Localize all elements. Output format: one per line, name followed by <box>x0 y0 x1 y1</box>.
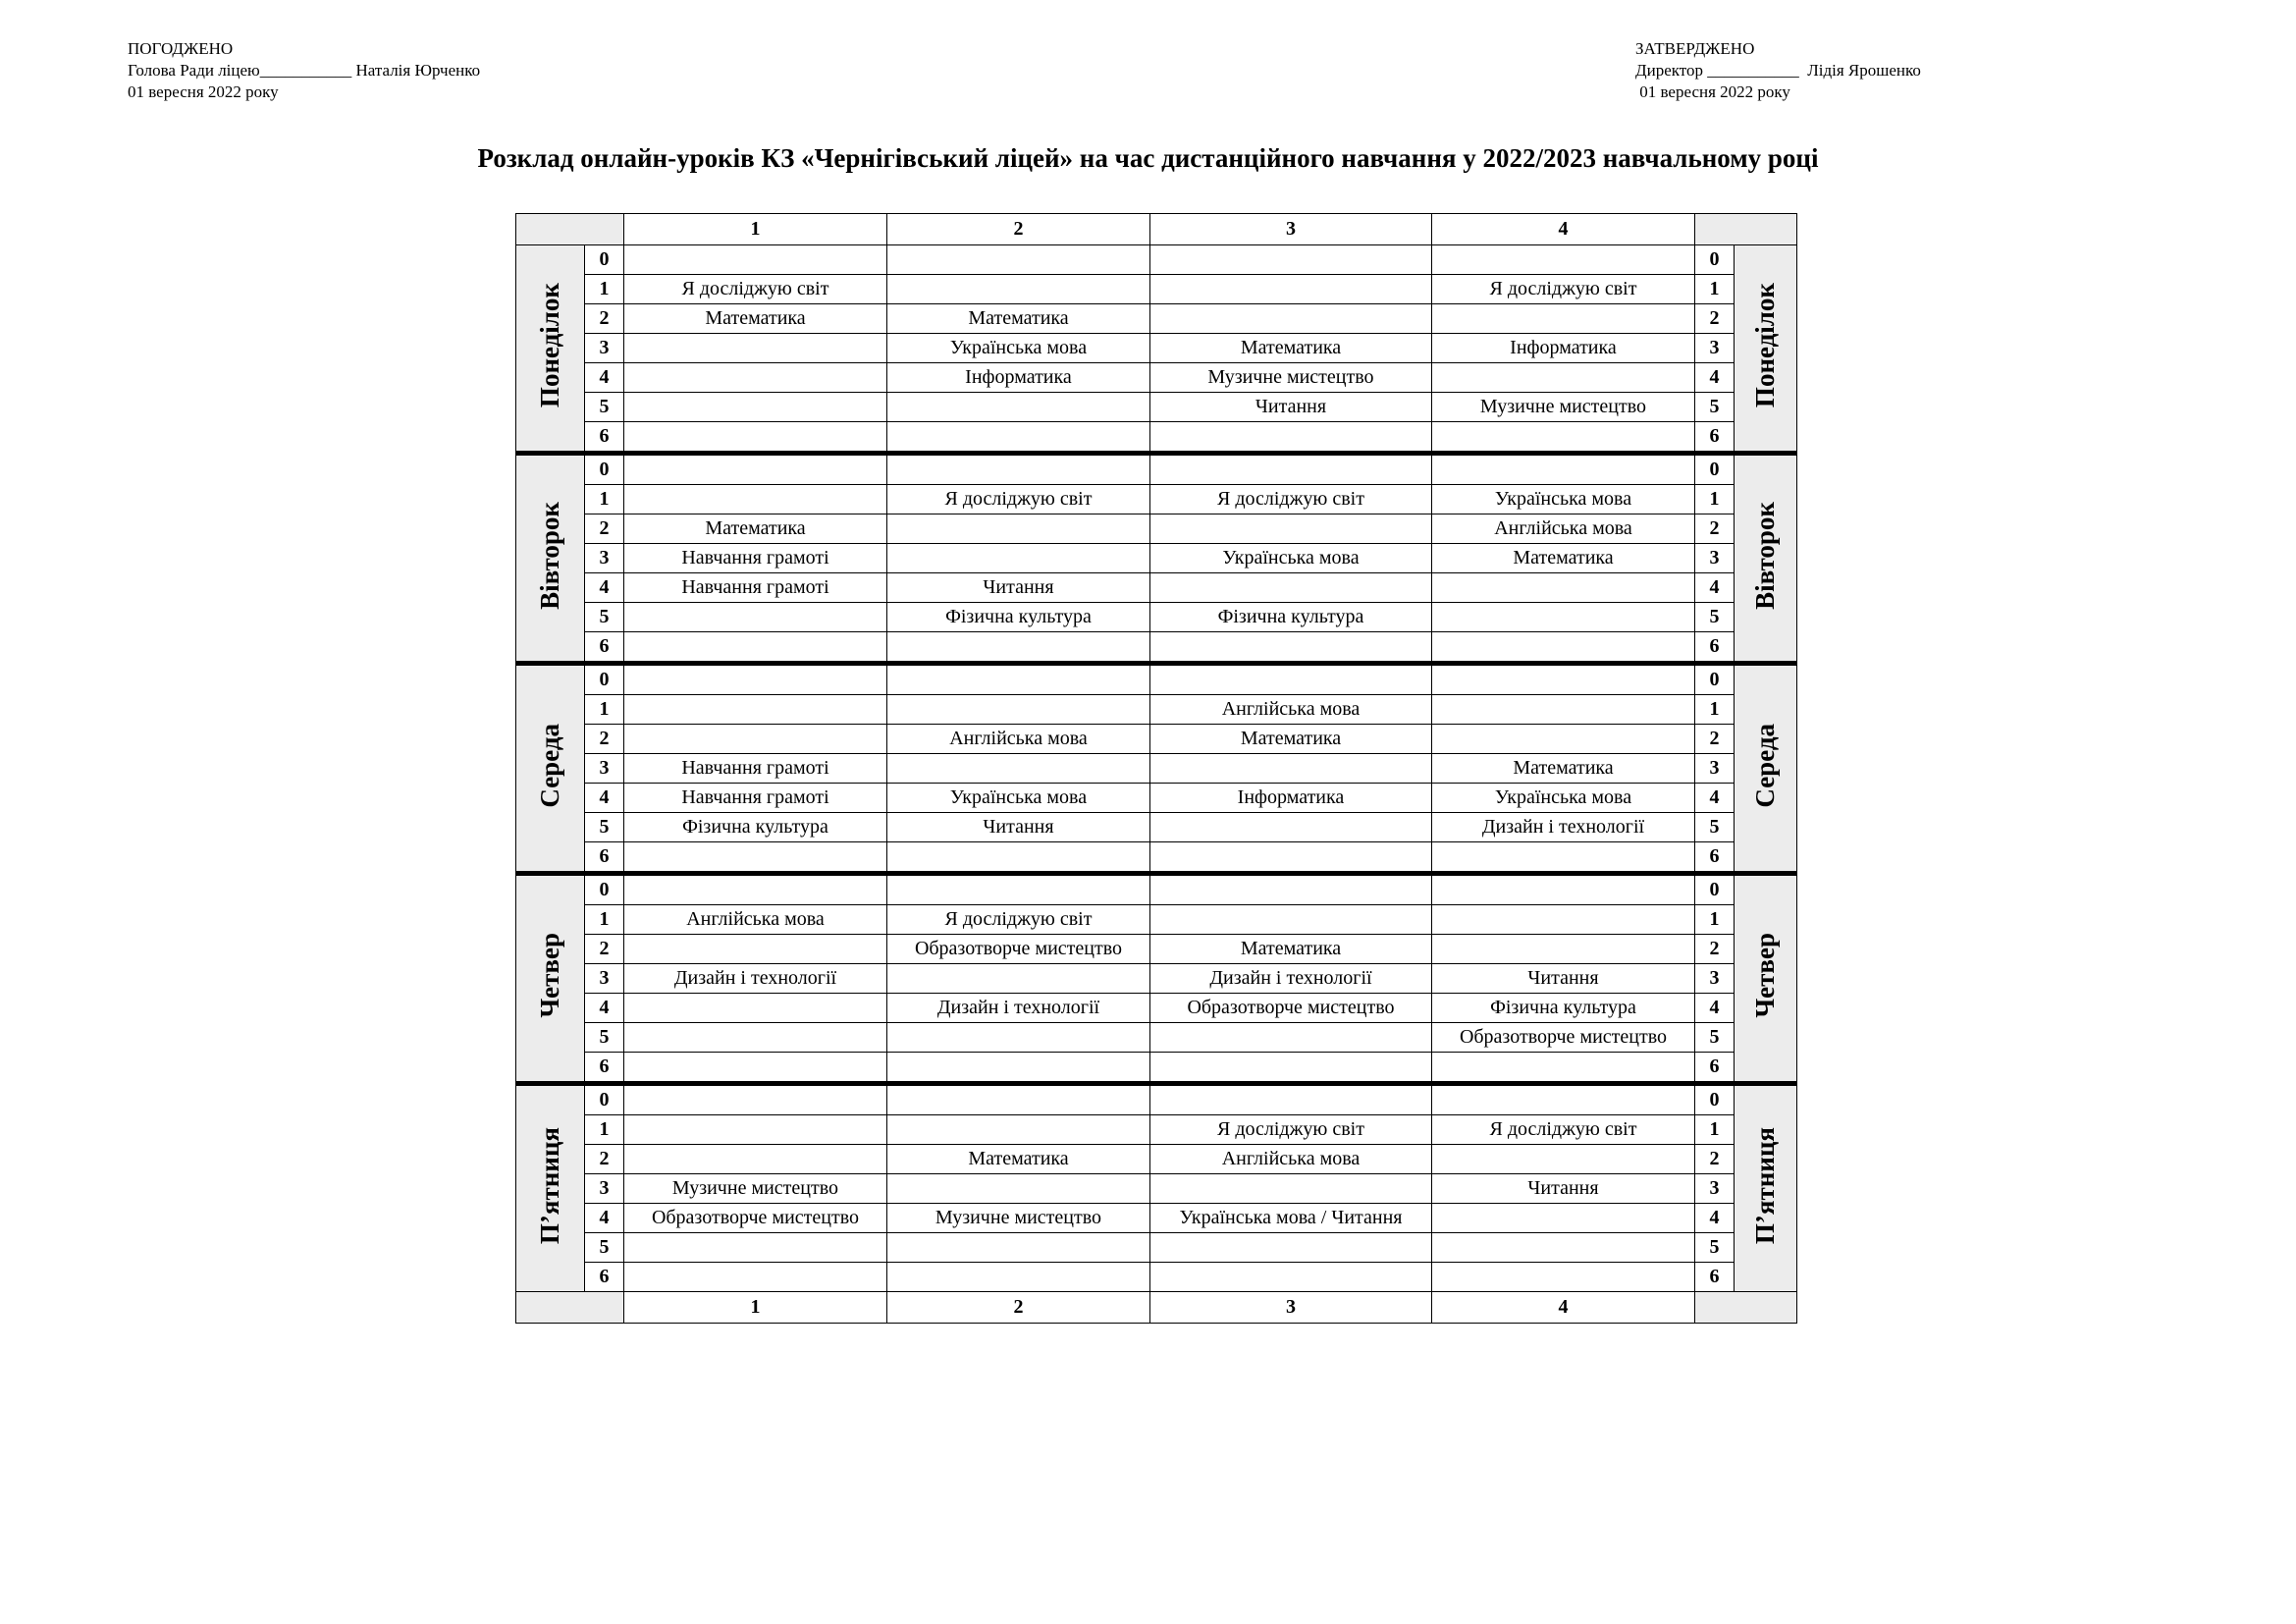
lesson-cell <box>1432 1084 1695 1115</box>
lesson-number: 4 <box>1695 994 1735 1023</box>
lesson-cell <box>624 842 887 874</box>
lesson-cell <box>1150 514 1432 544</box>
day-label-right <box>1735 664 1797 874</box>
lesson-cell <box>1150 842 1432 874</box>
lesson-cell: Образотворче мистецтво <box>624 1204 887 1233</box>
column-header: 1 <box>624 1292 887 1324</box>
lesson-number: 6 <box>1695 842 1735 874</box>
lesson-cell: Музичне мистецтво <box>1432 393 1695 422</box>
day-name: Четвер <box>535 933 564 1018</box>
lesson-number: 6 <box>1695 1053 1735 1084</box>
lesson-cell: Образотворче мистецтво <box>1432 1023 1695 1053</box>
lesson-number: 4 <box>1695 784 1735 813</box>
lesson-cell: Я досліджую світ <box>887 485 1150 514</box>
lesson-cell <box>887 1263 1150 1292</box>
lesson-number: 2 <box>1695 304 1735 334</box>
lesson-number: 3 <box>585 334 624 363</box>
lesson-cell <box>887 1174 1150 1204</box>
lesson-cell <box>887 632 1150 664</box>
schedule-row <box>516 1084 1797 1115</box>
lesson-cell <box>624 994 887 1023</box>
lesson-number: 3 <box>1695 754 1735 784</box>
lesson-cell <box>624 874 887 905</box>
lesson-number: 1 <box>585 485 624 514</box>
lesson-cell <box>1432 874 1695 905</box>
lesson-cell <box>1432 422 1695 454</box>
schedule-row <box>516 334 1797 363</box>
lesson-cell: Українська мова <box>1432 485 1695 514</box>
schedule-row <box>516 245 1797 275</box>
schedule-row <box>516 544 1797 573</box>
lesson-cell: Українська мова <box>887 784 1150 813</box>
day-name: Вівторок <box>535 501 564 610</box>
lesson-number: 0 <box>585 454 624 485</box>
lesson-cell <box>1150 874 1432 905</box>
lesson-cell <box>1432 842 1695 874</box>
schedule-row <box>516 632 1797 664</box>
lesson-number: 1 <box>1695 485 1735 514</box>
lesson-number: 5 <box>585 393 624 422</box>
lesson-cell <box>1150 573 1432 603</box>
lesson-number: 1 <box>1695 905 1735 935</box>
lesson-cell <box>1432 632 1695 664</box>
column-header: 3 <box>1150 214 1432 245</box>
schedule-row <box>516 1174 1797 1204</box>
lesson-number: 0 <box>1695 454 1735 485</box>
schedule-row <box>516 275 1797 304</box>
lesson-cell <box>1432 1204 1695 1233</box>
lesson-number: 5 <box>585 1023 624 1053</box>
schedule-row <box>516 1233 1797 1263</box>
lesson-cell: Фізична культура <box>887 603 1150 632</box>
lesson-number: 6 <box>1695 422 1735 454</box>
lesson-cell <box>887 1023 1150 1053</box>
lesson-number: 4 <box>1695 363 1735 393</box>
day-name: Вівторок <box>1750 501 1780 610</box>
schedule-row <box>516 304 1797 334</box>
schedule-row <box>516 935 1797 964</box>
lesson-cell: Музичне мистецтво <box>624 1174 887 1204</box>
day-label-left <box>516 1084 585 1292</box>
lesson-cell <box>1150 454 1432 485</box>
lesson-cell <box>624 1115 887 1145</box>
lesson-cell: Навчання грамоті <box>624 784 887 813</box>
lesson-cell: Математика <box>1432 544 1695 573</box>
lesson-number: 3 <box>585 1174 624 1204</box>
day-label-left <box>516 245 585 454</box>
lesson-cell <box>1150 1174 1432 1204</box>
schedule-row <box>516 725 1797 754</box>
lesson-cell <box>1432 1233 1695 1263</box>
schedule-row <box>516 1204 1797 1233</box>
lesson-cell: Читання <box>1432 964 1695 994</box>
lesson-cell: Я досліджую світ <box>1150 1115 1432 1145</box>
schedule-row <box>516 784 1797 813</box>
approval-label: ЗАТВЕРДЖЕНО <box>1635 39 1755 58</box>
lesson-number: 1 <box>585 695 624 725</box>
lesson-cell: Математика <box>1150 334 1432 363</box>
lesson-cell <box>887 874 1150 905</box>
lesson-number: 2 <box>585 514 624 544</box>
lesson-number: 5 <box>1695 813 1735 842</box>
schedule-row <box>516 994 1797 1023</box>
lesson-number: 4 <box>585 573 624 603</box>
lesson-cell <box>624 695 887 725</box>
lesson-number: 2 <box>585 725 624 754</box>
schedule-row <box>516 1053 1797 1084</box>
lesson-cell: Читання <box>1150 393 1432 422</box>
lesson-number: 2 <box>1695 514 1735 544</box>
lesson-cell <box>624 935 887 964</box>
lesson-number: 0 <box>1695 1084 1735 1115</box>
lesson-cell <box>887 664 1150 695</box>
lesson-cell <box>887 1053 1150 1084</box>
lesson-number: 0 <box>585 664 624 695</box>
approval-label: ПОГОДЖЕНО <box>128 39 234 58</box>
column-header: 3 <box>1150 1292 1432 1324</box>
lesson-number: 1 <box>585 275 624 304</box>
lesson-cell: Інформатика <box>1150 784 1432 813</box>
lesson-cell <box>1432 1263 1695 1292</box>
lesson-number: 5 <box>1695 1023 1735 1053</box>
day-label-right <box>1735 874 1797 1084</box>
column-header: 4 <box>1432 1292 1695 1324</box>
schedule-row <box>516 393 1797 422</box>
lesson-cell: Дизайн і технології <box>1432 813 1695 842</box>
lesson-cell <box>624 334 887 363</box>
lesson-cell <box>1432 363 1695 393</box>
lesson-cell: Українська мова / Читання <box>1150 1204 1432 1233</box>
lesson-cell: Українська мова <box>1150 544 1432 573</box>
lesson-cell: Фізична культура <box>1432 994 1695 1023</box>
lesson-number: 3 <box>1695 964 1735 994</box>
schedule-row <box>516 1263 1797 1292</box>
day-label-right <box>1735 1084 1797 1292</box>
lesson-cell <box>624 632 887 664</box>
header-row-top <box>516 214 1797 245</box>
lesson-cell: Математика <box>1432 754 1695 784</box>
lesson-cell: Дизайн і технології <box>887 994 1150 1023</box>
corner-cell <box>1695 214 1797 245</box>
lesson-cell <box>887 964 1150 994</box>
lesson-cell <box>624 603 887 632</box>
schedule-row <box>516 695 1797 725</box>
approval-date: 01 вересня 2022 року <box>1635 82 1790 101</box>
lesson-cell <box>624 1023 887 1053</box>
lesson-cell: Образотворче мистецтво <box>887 935 1150 964</box>
lesson-number: 4 <box>585 994 624 1023</box>
lesson-number: 2 <box>1695 725 1735 754</box>
day-name: Четвер <box>1750 933 1780 1018</box>
lesson-cell: Читання <box>887 573 1150 603</box>
lesson-cell <box>1432 1145 1695 1174</box>
lesson-cell <box>1150 664 1432 695</box>
schedule-row <box>516 813 1797 842</box>
lesson-number: 0 <box>585 245 624 275</box>
lesson-cell: Образотворче мистецтво <box>1150 994 1432 1023</box>
lesson-number: 4 <box>1695 1204 1735 1233</box>
day-label-left <box>516 454 585 664</box>
corner-cell <box>1695 1292 1797 1324</box>
lesson-cell <box>1432 905 1695 935</box>
approval-block-right <box>1635 38 1921 103</box>
day-label-right <box>1735 454 1797 664</box>
schedule-row <box>516 754 1797 784</box>
lesson-cell: Математика <box>624 514 887 544</box>
lesson-cell <box>624 454 887 485</box>
lesson-cell <box>1150 813 1432 842</box>
schedule-row <box>516 1023 1797 1053</box>
schedule-table <box>515 213 1797 1324</box>
lesson-number: 6 <box>1695 1263 1735 1292</box>
lesson-cell: Англійська мова <box>624 905 887 935</box>
lesson-cell <box>624 1233 887 1263</box>
lesson-cell: Українська мова <box>1432 784 1695 813</box>
approval-signatory: Голова Ради ліцею___________ Наталія Юрченко <box>128 61 481 80</box>
lesson-cell <box>887 544 1150 573</box>
lesson-cell: Навчання грамоті <box>624 544 887 573</box>
lesson-cell <box>624 245 887 275</box>
lesson-cell <box>1432 935 1695 964</box>
lesson-number: 6 <box>585 422 624 454</box>
lesson-cell <box>887 245 1150 275</box>
lesson-cell <box>624 1263 887 1292</box>
lesson-cell: Математика <box>624 304 887 334</box>
day-name: Понеділок <box>535 282 564 408</box>
day-label-left <box>516 874 585 1084</box>
lesson-cell <box>624 1053 887 1084</box>
lesson-number: 5 <box>1695 393 1735 422</box>
lesson-cell <box>1150 905 1432 935</box>
lesson-cell <box>624 393 887 422</box>
lesson-cell <box>624 725 887 754</box>
lesson-cell: Я досліджую світ <box>887 905 1150 935</box>
schedule-row <box>516 664 1797 695</box>
day-label-right <box>1735 245 1797 454</box>
column-header: 2 <box>887 214 1150 245</box>
lesson-cell: Я досліджую світ <box>1150 485 1432 514</box>
lesson-number: 5 <box>1695 1233 1735 1263</box>
day-label-left <box>516 664 585 874</box>
lesson-cell: Я досліджую світ <box>624 275 887 304</box>
lesson-cell: Фізична культура <box>1150 603 1432 632</box>
lesson-number: 5 <box>585 813 624 842</box>
corner-cell <box>516 1292 624 1324</box>
column-header: 4 <box>1432 214 1695 245</box>
lesson-cell <box>1150 245 1432 275</box>
schedule-row <box>516 573 1797 603</box>
lesson-number: 3 <box>585 754 624 784</box>
schedule-row <box>516 1115 1797 1145</box>
lesson-number: 1 <box>585 905 624 935</box>
lesson-cell <box>1432 454 1695 485</box>
day-name: П’ятниця <box>535 1126 564 1245</box>
day-name: Середа <box>535 723 564 808</box>
lesson-cell <box>887 422 1150 454</box>
lesson-cell <box>1432 664 1695 695</box>
day-name: П’ятниця <box>1750 1126 1780 1245</box>
schedule-row <box>516 905 1797 935</box>
lesson-number: 1 <box>1695 275 1735 304</box>
lesson-number: 5 <box>1695 603 1735 632</box>
lesson-cell <box>624 664 887 695</box>
schedule-row <box>516 964 1797 994</box>
lesson-cell <box>624 485 887 514</box>
lesson-cell <box>887 1115 1150 1145</box>
document-title: Розклад онлайн-уроків КЗ «Чернігівський ліцей» на час дистанційного навчання у 2022/2023 навчальному році <box>477 143 1819 173</box>
lesson-cell <box>887 1084 1150 1115</box>
lesson-cell <box>887 393 1150 422</box>
lesson-cell <box>624 422 887 454</box>
lesson-cell <box>1150 632 1432 664</box>
lesson-number: 6 <box>585 1263 624 1292</box>
lesson-cell: Фізична культура <box>624 813 887 842</box>
lesson-number: 5 <box>585 1233 624 1263</box>
lesson-cell: Дизайн і технології <box>624 964 887 994</box>
lesson-number: 2 <box>585 1145 624 1174</box>
lesson-number: 0 <box>1695 874 1735 905</box>
lesson-number: 3 <box>585 544 624 573</box>
lesson-number: 6 <box>585 1053 624 1084</box>
schedule-row <box>516 454 1797 485</box>
lesson-cell <box>1432 304 1695 334</box>
lesson-number: 4 <box>1695 573 1735 603</box>
lesson-cell: Навчання грамоті <box>624 573 887 603</box>
lesson-number: 0 <box>585 874 624 905</box>
lesson-number: 0 <box>1695 664 1735 695</box>
lesson-cell <box>1150 1233 1432 1263</box>
lesson-cell: Англійська мова <box>1150 695 1432 725</box>
lesson-cell <box>624 1145 887 1174</box>
header-row-bottom <box>516 1292 1797 1324</box>
lesson-number: 4 <box>585 784 624 813</box>
lesson-cell <box>1432 1053 1695 1084</box>
lesson-cell <box>624 363 887 393</box>
lesson-cell <box>887 1233 1150 1263</box>
column-header: 1 <box>624 214 887 245</box>
lesson-cell <box>624 1084 887 1115</box>
lesson-cell: Навчання грамоті <box>624 754 887 784</box>
lesson-number: 3 <box>1695 544 1735 573</box>
lesson-cell: Англійська мова <box>1150 1145 1432 1174</box>
lesson-cell <box>1432 603 1695 632</box>
lesson-number: 3 <box>1695 1174 1735 1204</box>
lesson-cell <box>1150 1263 1432 1292</box>
schedule-row <box>516 514 1797 544</box>
day-name: Понеділок <box>1750 282 1780 408</box>
lesson-cell <box>1150 754 1432 784</box>
lesson-cell <box>1432 245 1695 275</box>
lesson-cell: Інформатика <box>887 363 1150 393</box>
lesson-number: 6 <box>1695 632 1735 664</box>
lesson-cell: Дизайн і технології <box>1150 964 1432 994</box>
lesson-number: 1 <box>585 1115 624 1145</box>
lesson-cell <box>1150 275 1432 304</box>
lesson-cell: Англійська мова <box>887 725 1150 754</box>
lesson-cell: Англійська мова <box>1432 514 1695 544</box>
lesson-number: 5 <box>585 603 624 632</box>
lesson-cell <box>887 275 1150 304</box>
lesson-cell: Математика <box>1150 935 1432 964</box>
lesson-cell <box>1150 1023 1432 1053</box>
lesson-number: 0 <box>585 1084 624 1115</box>
lesson-number: 1 <box>1695 1115 1735 1145</box>
schedule-row <box>516 485 1797 514</box>
lesson-cell: Я досліджую світ <box>1432 1115 1695 1145</box>
approval-block-left <box>128 38 480 103</box>
lesson-cell: Математика <box>1150 725 1432 754</box>
lesson-cell <box>1150 1053 1432 1084</box>
lesson-number: 4 <box>585 1204 624 1233</box>
lesson-number: 2 <box>1695 1145 1735 1174</box>
lesson-number: 1 <box>1695 695 1735 725</box>
lesson-number: 2 <box>585 935 624 964</box>
schedule-row <box>516 603 1797 632</box>
approval-date: 01 вересня 2022 року <box>128 82 279 101</box>
lesson-number: 3 <box>1695 334 1735 363</box>
lesson-cell: Інформатика <box>1432 334 1695 363</box>
lesson-cell: Музичне мистецтво <box>1150 363 1432 393</box>
lesson-cell: Музичне мистецтво <box>887 1204 1150 1233</box>
day-name: Середа <box>1750 723 1780 808</box>
schedule-row <box>516 874 1797 905</box>
lesson-number: 4 <box>585 363 624 393</box>
lesson-number: 6 <box>585 842 624 874</box>
lesson-cell: Читання <box>887 813 1150 842</box>
lesson-cell <box>1432 695 1695 725</box>
lesson-cell: Я досліджую світ <box>1432 275 1695 304</box>
lesson-cell <box>887 754 1150 784</box>
lesson-cell <box>1432 573 1695 603</box>
lesson-number: 2 <box>585 304 624 334</box>
schedule-row <box>516 1145 1797 1174</box>
lesson-cell <box>1150 304 1432 334</box>
lesson-cell <box>887 514 1150 544</box>
lesson-number: 0 <box>1695 245 1735 275</box>
lesson-cell: Українська мова <box>887 334 1150 363</box>
lesson-cell: Математика <box>887 304 1150 334</box>
lesson-cell <box>1432 725 1695 754</box>
lesson-cell <box>1150 422 1432 454</box>
lesson-number: 3 <box>585 964 624 994</box>
column-header: 2 <box>887 1292 1150 1324</box>
lesson-cell <box>1150 1084 1432 1115</box>
lesson-cell <box>887 695 1150 725</box>
schedule-row <box>516 842 1797 874</box>
lesson-cell: Читання <box>1432 1174 1695 1204</box>
lesson-number: 2 <box>1695 935 1735 964</box>
lesson-cell: Математика <box>887 1145 1150 1174</box>
schedule-row <box>516 363 1797 393</box>
corner-cell <box>516 214 624 245</box>
approval-signatory: Директор ___________ Лідія Ярошенко <box>1635 61 1921 80</box>
lesson-cell <box>887 842 1150 874</box>
lesson-cell <box>887 454 1150 485</box>
schedule-row <box>516 422 1797 454</box>
lesson-number: 6 <box>585 632 624 664</box>
